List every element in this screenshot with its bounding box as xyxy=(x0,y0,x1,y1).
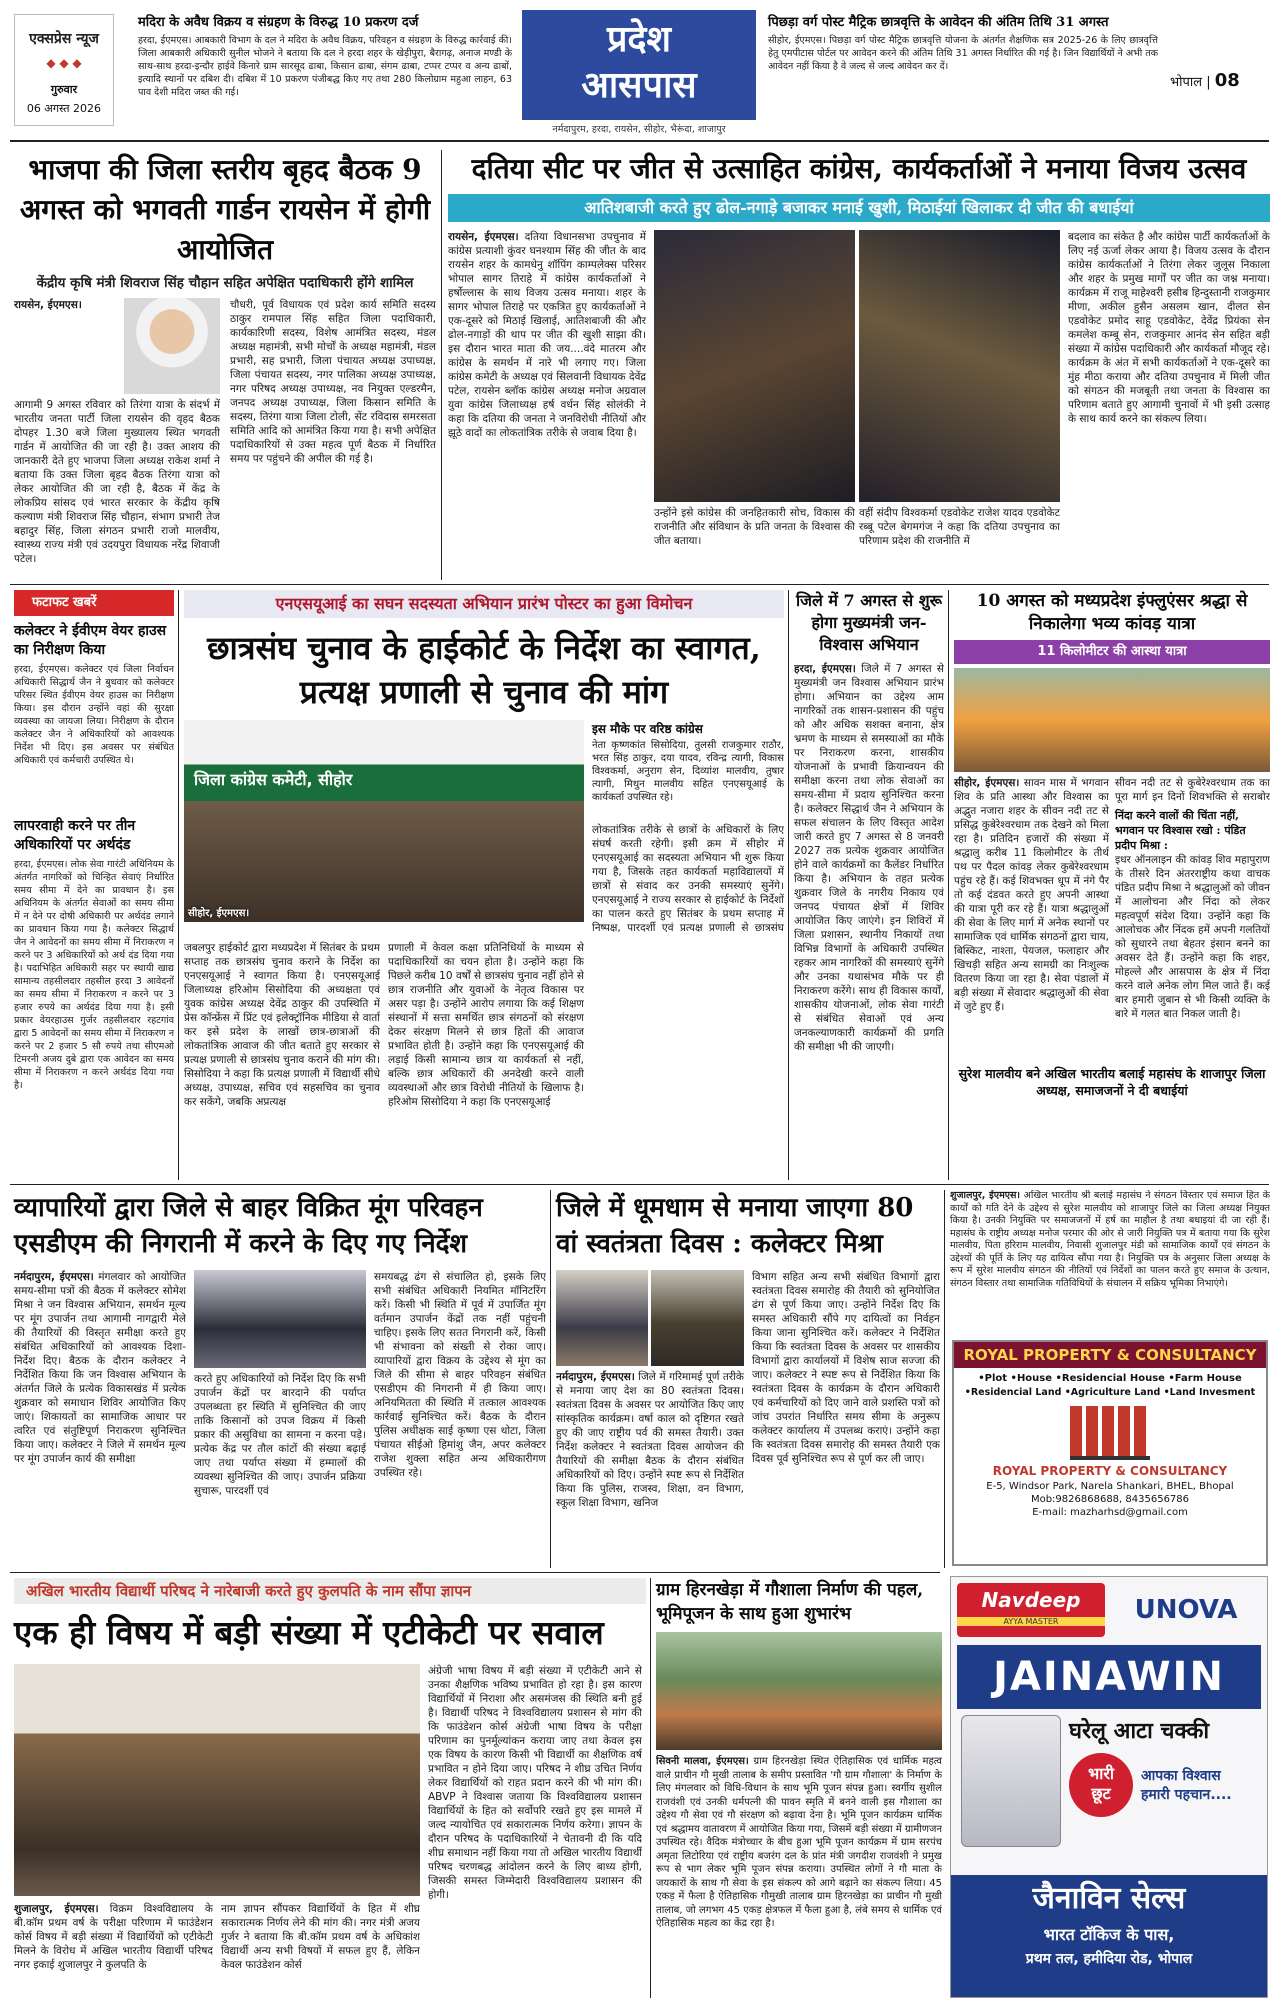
dateline: सिवनी मालवा, ईएमएस। xyxy=(656,1756,749,1767)
photo-caption-1: उन्होंने इसे कांग्रेस की जनहितकारी सोच, विकास की राजनीति और संविधान के प्रति जनता के विश्वास की जीत बताया। xyxy=(654,507,855,547)
dateline: सीहोर, ईएमएस। xyxy=(954,777,1020,789)
headline: व्यापारियों द्वारा जिले से बाहर विक्रित मूंग परिवहन एसडीएम की निगरानी में करने के दिए गए निर्देश xyxy=(14,1193,483,1259)
body-col2: नाम ज्ञापन सौंपकर विद्यार्थियों के हित में शीघ्र सकारात्मक निर्णय लेने की मांग की। नगर मंत्री अजय गुर्जर ने बताया कि बी.कॉम प्रथम वर्ष के अधिकांश विद्यार्थी अन्य सभी विषयों में सफल हुए हैं, लेकिन केवल फाउंडेशन कोर्स xyxy=(221,1903,420,1971)
column-rule xyxy=(550,1190,551,1568)
brand-unova: UNOVA xyxy=(1134,1595,1238,1625)
brand-navdeep-name: Navdeep xyxy=(981,1588,1081,1612)
sub2-title: सुरेश मालवीय बने अखिल भारतीय बलाई महासंघ के शाजापुर जिला अध्यक्ष, समाजजनों ने दी बधाईयां xyxy=(958,1066,1266,1098)
body-col3: समयबद्ध ढंग से संचालित हो, इसके लिए सभी संबंधित अधिकारी नियमित मॉनिटरिंग करें। किसी भी स्थिति में पूर्व में उपार्जित मूंग वर्तमान उपार्जन केंद्रों तक नहीं पहुंचनी चाहिए। इसके लिए सतत निगरानी करें, किसी भी संभावना को संख्ती से रोका जाए। व्यापारियों द्वारा विक्रय के उद्देश्य से मूंग का जिले की सीमा से बाहर परिवहन संबंधित एसडीएम की निगरानी में ही किया जाए। अनियमितता की स्थिति में तत्काल आवश्यक कार्रवाई सुनिश्चित करें। बैठक के दौरान पुलिस अधीक्षक साई कृष्णा एस थोटा, जिला पंचायत सीईओ हिमांशु जैन, अपर कलेक्टर राजेश शुक्ला सहित अन्य अधिकारीगण उपस्थित रहे। xyxy=(374,1271,546,1479)
memorandum-photo xyxy=(14,1664,420,1896)
story-bjp xyxy=(14,150,436,580)
sub2-body xyxy=(950,1190,1270,1324)
kicker: एनएसयूआई का सघन सदस्यता अभियान प्रारंभ पोस्टर का हुआ विमोचन xyxy=(184,590,784,618)
column-rule xyxy=(441,150,442,580)
celebration-photo-2 xyxy=(859,230,1060,502)
page-city: भोपाल xyxy=(1170,75,1203,90)
body-col1 xyxy=(14,1270,186,1566)
column-rule xyxy=(788,590,789,1180)
section-rule xyxy=(10,1572,940,1573)
shop-address-1: भारत टॉकिज के पास, xyxy=(1043,1925,1175,1944)
brief-left-title: मदिरा के अवैध विक्रय व संग्रहण के विरुद्ध 10 प्रकरण दर्ज xyxy=(138,15,419,30)
body-col3: लोकतांत्रिक तरीके से छात्रों के अधिकारों के लिए संघर्ष करती रहेगी। इसी क्रम में सीहोर में एनएसयूआई का सदस्यता अभियान भी शुरू किया गया है, जिसके तहत कार्यकर्ता महाविद्यालयों में छात्रों से संवाद कर उनकी समस्याएं सुनेंगे। एनएसयूआई ने राज्य सरकार से हाईकोर्ट के निर्देशों का पालन करते हुए सितंबर के प्रथम सप्ताह में निष्पक्ष, पारदर्शी एवं प्रत्यक्ष प्रणाली से छात्रसंघ xyxy=(592,824,784,934)
story-datia xyxy=(448,150,1270,580)
body-col2: चौधरी, पूर्व विधायक एवं प्रदेश कार्य समिति सदस्य ठाकुर रामपाल सिंह सहित जिला पदाधिकारी, कार्यकारिणी सदस्य, विशेष आमंत्रित सदस्य, मंडल अध्यक्ष महामंत्री, सभी मोर्चों के अध्यक्ष महामंत्री, मंडल प्रभारी, सह प्रभारी, जिला पंचायत अध्यक्ष उपाध्यक्ष, जिला पंचायत सदस्य, नगर पालिका अध्यक्ष उपाध्यक्ष, नगर परिषद अध्यक्ष उपाध्यक्ष, नव नियुक्त एल्डरमैन, जनपद अध्यक्ष उपाध्यक्ष, जिला किसान समिति के सदस्य, तिरंगा यात्रा जिला टोली, सेंट रविदास समरसता समिति आदि को आमंत्रित किया गया है। सभी अपेक्षित पदाधिकारियों से उक्त महत्व पूर्ण बैठक में निर्धारित समय पर पहुंचने की अपील की गई है। xyxy=(230,299,436,465)
fatafat-title-1: कलेक्टर ने ईवीएम वेयर हाउस का निरीक्षण किया xyxy=(14,623,167,658)
offer-top: भारी xyxy=(1087,1764,1115,1783)
kicker: अखिल भारतीय विद्यार्थी परिषद ने नारेबाजी करते हुए कुलपति के नाम सौंपा ज्ञापन xyxy=(14,1578,646,1604)
dateline: शुजालपुर, ईएमएस। xyxy=(950,1190,1021,1201)
collector-photo xyxy=(194,1270,366,1368)
brief-right-text: सीहोर, ईएमएस। पिछड़ा वर्ग पोस्ट मैट्रिक छात्रवृत्ति योजना के अंतर्गत शैक्षणिक सत्र 2025-26 के लिए छात्रवृत्ति हेतु एमपीटास पोर्टल पर आवेदन करने की अंतिम तिथि 31 अगस्त निर्धारित की गई है। जिन विद्यार्थियों ने अभी तक आवेदन नहीं किया है वे जल्द से जल्द आवेदन कर दें। xyxy=(768,35,1158,72)
body-col2: सीवन नदी तट से कुबेरेश्वरधाम तक का पूरा मार्ग इन दिनों शिवभक्ति से सराबोर xyxy=(1115,777,1270,803)
body-col2: विभाग सहित अन्य सभी संबंधित विभागों द्वारा स्वतंत्रता दिवस समारोह की तैयारी को सुनियोजित ढंग से पूर्ण किया जाए। उन्होंने निर्देश दिए कि समस्त अधिकारी सौंपे गए दायित्वों का निर्वहन किया जाना सुनिश्चित करें। कलेक्टर ने निर्देशित किया कि स्वतंत्रता दिवस के अवसर पर शासकीय विभागों द्वारा कार्यालयों में विशेष साज सज्जा की जाए। कलेक्टर ने स्पष्ट रूप से निर्देशित किया कि स्वतंत्रता दिवस के कार्यक्रम के दौरान अधिकारी एवं कर्मचारियों को दिए जाने वाले प्रशस्ति पत्रों को जांच उपरांत निर्धारित समय सीमा के अनुरूप कलेक्टर कार्यालय में उपलब्ध कराएं। उन्होंने कहा कि स्वतंत्रता दिवस समारोह की समस्त तैयारी एक दिवस पूर्व सुनिश्चित रूप से पूर्ण कर ली जाए। xyxy=(752,1271,940,1465)
body-col3: बदलाव का संकेत है और कांग्रेस पार्टी कार्यकर्ताओं के लिए नई ऊर्जा लेकर आया है। विजय उत्सव के दौरान कांग्रेस कार्यकर्ताओं ने तिरंगा लेकर जुलूस निकाला और शहर के प्रमुख मार्गों पर जीत का जश्न मनाया। कार्यक्रम में राजू माहेश्वरी हसीब हिन्दुस्तानी राजकुमार मीणा, अकील हुसैन असलम खान, दीलत सेन एडवोकेट प्रमोद साहू एडवोकेट, देवेंद्र प्रियंका सेन कमलेश कम्बू सेन, राजकुमार आनंद सेन सहित बड़ी संख्या में कांग्रेस पदाधिकारी और कार्यकर्ता मौजूद रहे। कार्यक्रम के अंत में सभी कार्यकर्ताओं ने एक-दूसरे का मुंह मीठा कराया और दतिया उपचुनाव में मिली जीत को संगठन की मजबूती तथा जनता के विश्वास का परिणाम बताते हुए आगामी चुनावों में भी इसी उत्साह के साथ कार्य करने का संकल्प लिया। xyxy=(1068,231,1270,425)
subhead: केंद्रीय कृषि मंत्री शिवराज सिंह चौहान सहित अपेक्षित पदाधिकारी होंगे शामिल xyxy=(36,275,414,291)
ad-address: E-5, Windsor Park, Narela Shankari, BHEL, Bhopal xyxy=(986,1481,1234,1492)
dateline: नर्मदापुरम, ईएमएस। xyxy=(556,1371,635,1383)
column-rule xyxy=(948,590,949,1180)
body-text: जिले में गरिमामई पूर्ण तरीके से मनाया जाए देश का 80 स्वतंत्रता दिवस। स्वतंत्रता दिवस के अवसर पर आयोजित किए जाए सांस्कृतिक कार्यक्रम। वर्षा काल को दृष्टिगत रखते हुए की जाए राष्ट्रीय पर्व की समस्त तैयारी। उक्त निर्देश कलेक्टर ने स्वतंत्रता दिवस आयोजन की तैयारियों की समीक्षा बैठक के दौरान संबंधित अधिकारियों को दिए। उन्होंने स्पष्ट रूप से निर्देशित किया कि पुलिस, राजस्व, शिक्षा, वन विभाग, स्कूल शिक्षा विभाग, खनिज xyxy=(556,1371,744,1509)
story-cm xyxy=(794,590,944,1180)
photo-banner-text: जिला कांग्रेस कमेटी, सीहोर xyxy=(194,770,353,789)
body-col1 xyxy=(954,776,1109,1058)
headline: भाजपा की जिला स्तरीय बृहद बैठक 9 अगस्त को भगवती गार्डन रायसेन में होगी आयोजित xyxy=(19,153,431,266)
shop-block xyxy=(951,1875,1267,1997)
body-text: सावन मास में भगवान शिव के प्रति आस्था और विश्वास का अद्भुत नजारा शहर के सीवन नदी तट से प्रसिद्ध कुबेरेश्वरधाम तक देखने को मिला रहा है। प्रतिदिन हजारों की संख्या में श्रद्धालु करीब 11 किलोमीटर के तीर्थ पथ पर पैदल कांवड़ लेकर कुबेरेश्वरधाम पहुंच रहे हैं। कई शिवभक्त धूप में नंगे पैर तो कई दंडवत करते हुए अपनी आस्था की यात्रा पूरी कर रहे हैं। यात्रा श्रद्धालुओं की सेवा के लिए मार्ग में अनेक स्थानों पर सामाजिक एवं धार्मिक संगठनों द्वारा चाय, बिस्किट, नाश्ता, पेयजल, फलाहार और खिचड़ी सहित अन्य सामग्री का निःशुल्क वितरण किया जा रहा है। सेवा पंडालों में बड़ी संख्या में सेवादार श्रद्धालुओं की सेवा में जुटे हुए हैं। xyxy=(954,777,1109,1013)
ad-mobile: Mob:9826868688, 8435656786 xyxy=(1030,1494,1190,1505)
product-name: घरेलू आटा चक्की xyxy=(1069,1718,1210,1744)
section-rule xyxy=(10,1184,1269,1185)
box-text: नेता कृष्णकांत सिसोदिया, तुलसी राजकुमार राठौर, भरत सिंह ठाकुर, दया यादव, रविन्द्र त्यागी, विकास विश्वकर्मा, अनुराग सेन, दिव्यांश मालवीय, तुषार त्यागी, मिथुन मालवीय सहित एनएसयूआई के कार्यकर्ता उपस्थित रहे। xyxy=(592,740,784,803)
column-rule xyxy=(178,590,179,1180)
kanwar-yatra-photo xyxy=(954,668,1270,772)
fatafat-title-2: लापरवाही करने पर तीन अधिकारियों पर अर्थदंड xyxy=(14,818,136,853)
offer-bottom: छूट xyxy=(1091,1784,1111,1803)
building-icon xyxy=(1070,1406,1150,1460)
ad-title: ROYAL PROPERTY & CONSULTANCY xyxy=(954,1342,1266,1368)
section-districts: नर्मदापुरम, हरदा, रायसेन, सीहोर, भैरूंदा, शाजापुर xyxy=(552,124,726,135)
body-col1: आगामी 9 अगस्त रविवार को तिरंगा यात्रा के संदर्भ में भारतीय जनता पार्टी जिला रायसेन की वृहद बैठक दोपहर 1.30 बजे जिला मुख्यालय स्थित भगवती गार्डन में आयोजित की जा रही है। उक्त आशय की जानकारी देते हुए भाजपा जिला अध्यक्ष राकेश शर्मा ने बताया कि उक्त जिला बृहद बैठक तिरंगा यात्रा को लेकर आयोजित की जा रही है, बैठक में केंद्र के लोकप्रिय सांसद एवं भारत सरकार के केंद्रीय कृषि कल्याण मंत्री शिवराज सिंह चौहान, संभाग प्रभारी तेज बहादुर सिंह, जिला संगठन प्रभारी राजो मालवीय, स्वास्थ्य राज्य मंत्री एवं उदयपुरा विधायक नरेंद्र शिवाजी पटेल। xyxy=(14,399,220,565)
story-80 xyxy=(556,1190,940,1568)
ad-email: E-mail: mazharhsd@gmail.com xyxy=(1032,1507,1188,1518)
issue-date: 06 अगस्त 2026 xyxy=(26,102,102,115)
brand-name: एक्सप्रेस न्यूज xyxy=(29,31,99,47)
dateline: रायसेन, ईएमएस। xyxy=(448,231,519,243)
box-title: इस मौके पर वरिष्ठ कांग्रेस xyxy=(592,722,703,736)
body-text: विक्रम विश्वविद्यालय के बी.कॉम प्रथम वर्ष के परीक्षा परिणाम में फाउंडेशन कोर्स विषय में बड़ी संख्या में विद्यार्थियों को एटीकेटी मिलने के विरोध में अखिल भारतीय विद्यार्थी परिषद नगर इकाई शुजालपुर ने कुलपति के xyxy=(14,1903,213,1971)
section-title-top: प्रदेश xyxy=(606,18,672,60)
body-col3: इधर ऑनलाइन की कांवड़ शिव महापुराण के तीसरे दिन अंतरराष्ट्रीय कथा वाचक पंडित प्रदीप मिश्रा ने श्रद्धालुओं को जीवन में आलोचना और निंदा को लेकर महत्वपूर्ण संदेश दिया। उन्होंने कहा कि आलोचक और निंदक हमें अपनी गलतियों को सुधारने तथा बेहतर इंसान बनने का अवसर देते हैं। उन्होंने कहा कि शहर, मोहल्ले और आसपास के क्षेत्र में निंदा करने वाले अनेक लोग मिल जाते हैं। कई बार हमारी जुबान से भी किसी व्यक्ति के बारे में गलत बात निकल जाती है। xyxy=(1115,854,1270,1020)
sub-title: निंदा करने वालों की चिंता नहीं, भगवान पर विश्वास रखो : पंडित प्रदीप मिश्रा : xyxy=(1115,809,1246,852)
brand-mark-icon: ◆ ◆ ◆ xyxy=(46,56,82,70)
brand-navdeep xyxy=(957,1583,1105,1637)
issue-day: गुरुवार xyxy=(50,83,78,96)
column-rule xyxy=(650,1578,651,1998)
slogan-1: आपका विश्वास xyxy=(1141,1768,1221,1784)
page-number: 08 xyxy=(1214,70,1240,91)
body-text: जिले में 7 अगस्त से मुख्यमंत्री जन विश्वास अभियान प्रारंभ होगा। अभियान का उद्देश्य आम नागरिकों तक शासन-प्रशासन की पहुंच को और अधिक सशक्त बनाना, क्षेत्र भ्रमण के माध्यम से समस्याओं का मौके पर निराकरण करना, शासकीय योजनाओं के प्रभावी क्रियान्वयन की समीक्षा करना तथा लोक सेवाओं का समय-सीमा में प्रदाय सुनिश्चित करना है। कलेक्टर सिद्धार्थ जैन ने अभियान के सफल संचालन के लिए विस्तृत आदेश जारी करते हुए 7 अगस्त से 8 जनवरी 2027 तक प्रत्येक शुक्रवार आयोजित होने वाले कार्यक्रमों का कैलेंडर निर्धारित किया है। अभियान के तहत प्रत्येक शुक्रवार जिले के नगरीय निकाय एवं जनपद पंचायत क्षेत्रों में शिविर आयोजित किए जाएंगे। इन शिविरों में जिला प्रशासन, स्थानीय निकायों तथा विभिन्न विभागों के अधिकारी उपस्थित रहकर आम नागरिकों की समस्याएं सुनेंगे और उनका यथासंभव मौके पर ही निराकरण करेंगे। साथ ही विकास कार्यों, शासकीय योजनाओं, लोक सेवा गारंटी से संबंधित सेवाओं एवं अन्य जनकल्याणकारी कार्यक्रमों की प्रगति की समीक्षा भी की जाएगी। xyxy=(794,663,944,1053)
story-suresh xyxy=(950,1190,1270,1330)
fatafat-text-2: हरदा, ईएमएस। लोक सेवा गारंटी अधिनियम के अंतर्गत नागरिकों को चिन्हित सेवाएं निर्धारित समय सीमा में देने का प्रावधान है। इस अधिनियम के अंतर्गत सेवाओं का समय सीमा में न देने पर दोषी अधिकारी पर अर्थदंड लगाने का प्रावधान किया गया है। कलेक्टर सिद्धार्थ जैन ने आवेदनों का समय सीमा में निराकरण न करने पर 3 अधिकारियों को अर्थ दंड दिया गया है। पदाभिहित अधिकारी सहर पर स्थायी खाद्य सामान्य तहसीलदार तहसील हरदा 3 आवेदनों का समय सीमा में निराकरण न करने पर 3 हजार रुपये का अर्थदंड दिया गया है। इसी प्रकार वेयरहाउस गुर्जर तहसीलदार रहटगांव द्वारा 5 आवेदनों का समय सीमा में निराकरण न करने पर 2 हजार 5 सौ रुपये तथा सीएमओ टिमरनी अजय दुबे द्वारा एक आवेदन का समय सीमा में निराकरण न करने अर्थदंड दिया गया है। xyxy=(14,859,174,1091)
brand-jainawin: JAINAWIN xyxy=(957,1645,1261,1709)
body-col1 xyxy=(14,1902,213,1984)
ad-brand: ROYAL PROPERTY & CONSULTANCY xyxy=(992,1464,1228,1478)
ad-line-1: •Plot •House •Residencial House •Farm House xyxy=(978,1373,1242,1384)
brand-block xyxy=(14,14,114,126)
masthead xyxy=(0,0,1279,138)
brief-left-text: हरदा, ईएमएस। आबकारी विभाग के दल ने मदिरा के अवैध विक्रय, परिवहन व संग्रहण के विरुद्ध कार्रवाई की। जिला आबकारी अधिकारी सुनील भोजने ने बताया कि दल ने हरदा शहर के खेड़ीपुरा, बैरागढ़, अनाज मण्डी के साथ-साथ हरदा-इन्दौर हाईवे किनारे ग्राम सारसूद ढाबा, किसान ढाबा, संगम ढाबा, टप्पर टप्पर व अन्य ढाबों, इत्यादि स्थानों पर दबिश दी। दबिश में 10 प्रकरण पंजीबद्ध किए गए तथा 280 किलोग्राम महुआ लाहन, 63 पाव देशी मदिरा जब्त की गई। xyxy=(138,35,512,98)
offer-badge xyxy=(1069,1753,1133,1817)
fatafat-label: फटाफट खबरें xyxy=(14,590,174,616)
photo-caption: सीहोर, ईएमएस। xyxy=(188,908,250,919)
dateline: शुजालपुर, ईएमएस। xyxy=(14,1903,99,1915)
dateline: रायसेन, ईएमएस। xyxy=(14,299,82,311)
story-moong xyxy=(14,1190,546,1568)
headline: ग्राम हिरनखेड़ा में गौशाला निर्माण की पहल, भूमिपूजन के साथ हुआ शुभारंभ xyxy=(656,1580,924,1624)
shop-address-2: प्रथम तल, हमीदिया रोड, भोपाल xyxy=(1025,1951,1193,1967)
body-lead xyxy=(14,298,118,394)
dateline: हरदा, ईएमएस। xyxy=(794,663,856,675)
shop-name: जैनाविन सेल्स xyxy=(1032,1881,1186,1916)
story-kanwar xyxy=(954,590,1270,1180)
section-title-bottom: आसपास xyxy=(581,64,697,106)
ad-property[interactable] xyxy=(952,1340,1268,1566)
body-text: अखिल भारतीय श्री बलाई महासंघ ने संगठन विस्तार एवं समाज हित के कार्यों को गति देने के उद्देश्य से सुरेश मालवीय को शाजापुर जिले का जिला अध्यक्ष नियुक्त किया है। उनकी नियुक्ति पर समाजजनों में हर्ष का माहौल है तथा बधाइयां दी जा रही हैं। महासंघ के राष्ट्रीय अध्यक्ष मनोज परमार की ओर से जारी नियुक्ति पत्र में बताया गया कि सुरेश मालवीय, पिता हरिराम मालवीय, निवासी शुजालपुर मंडी को सामाजिक कार्यों एवं संगठन के उद्देश्यों की पूर्ति के लिए यह दायित्व सौंपा गया है। नियुक्ति पत्र के अनुसार जिला अध्यक्ष के रूप में सुरेश मालवीय संगठन की नीतियों एवं निर्देशों का पालन करते हुए समाज के उत्थान, संगठन विस्तार तथा सामाजिक गतिविधियों के संचालन में सक्रिय भूमिका निभाएंगे। xyxy=(950,1190,1270,1289)
slogan-2: हमारी पहचान.... xyxy=(1141,1787,1232,1803)
story-nsui xyxy=(184,590,784,1180)
portrait-photo xyxy=(124,298,220,394)
brief-right-title: पिछड़ा वर्ग पोस्ट मैट्रिक छात्रवृत्ति के आवेदन की अंतिम तिथि 31 अगस्त xyxy=(768,15,1109,30)
fatafat-text-1: हरदा, ईएमएस। कलेक्टर एवं जिला निर्वाचन अधिकारी सिद्धार्थ जैन ने बुधवार को कलेक्टर परिसर स्थित ईवीएम वेयर हाउस का निरीक्षण किया। इस दौरान उन्होंने वहां की सुरक्षा व्यवस्था का जायजा लिया। निरीक्षण के दौरान कलेक्टर जैन ने अधिकारियों को आवश्यक निर्देश भी दिए। इस अवसर पर संबंधित अधिकारी एवं कर्मचारी उपस्थित थे। xyxy=(14,664,174,766)
story-gaushala xyxy=(656,1578,942,1998)
dateline: नर्मदापुरम, ईएमएस। xyxy=(14,1271,94,1283)
meeting-photo-1 xyxy=(556,1270,648,1366)
body-text: दतिया विधानसभा उपचुनाव में कांग्रेस प्रत्याशी कुंवर घनश्याम सिंह की जीत के बाद रायसेन शहर के कामधेनु शॉपिंग काम्पलेक्स परिसर भोपाल सागर तिराहे में कांग्रेस कार्यकर्ताओं ने हर्षोल्लास के साथ विजय उत्सव मनाया। शहर के सागर भोपाल तिराहे पर एकत्रित हुए कार्यकर्ताओं ने एक-दूसरे को मिठाई खिलाई, आतिशबाजी की और ढोल-नगाड़ों की थाप पर जीत की खुशी साझा की। इस दौरान भारत माता की जय....वंदे मातरम और कांग्रेस के समर्थन में नारे भी लगाए गए। जिला कांग्रेस कमेटी के अध्यक्ष एवं सिलवानी विधायक देवेंद्र पटेल, रायसेन ब्लॉक कांग्रेस अध्यक्ष मनोज अग्रवाल युवा कांग्रेस जिलाध्यक्ष हर्ष वर्धन सिंह सोलंकी ने कहा कि दतिया की जनता ने जनविरोधी नीतियों और झूठे वादों का लोकतांत्रिक तरीके से जवाब दिया है। xyxy=(448,231,646,439)
body-col2: करते हुए अधिकारियों को निर्देश दिए कि सभी उपार्जन केंद्रों पर बारदाने की पर्याप्त उपलब्धता हर स्थिति में सुनिश्चित की जाए ताकि किसानों को उपज विक्रय में किसी प्रकार की असुविधा का सामना न करना पड़े। प्रत्येक केंद्र पर तौल कांटों की संख्या बढ़ाई जाए तथा पर्याप्त संख्या में हम्मालों की व्यवस्था सुनिश्चित की जाए। उपार्जन प्रक्रिया सुचारू, पारदर्शी एवं xyxy=(194,1373,366,1497)
body-col1 xyxy=(556,1370,744,1566)
headline: जिले में धूमधाम से मनाया जाएगा 80 वां स्वतंत्रता दिवस : कलेक्टर मिश्रा xyxy=(556,1193,914,1259)
body-text: मंगलवार को आयोजित समय-सीमा पत्रों की बैठक में कलेक्टर सोमेश मिश्रा ने जन विश्वास अभियान, समर्थन मूल्य पर मूंग उपार्जन तथा आगामी नागद्वारी मेले की तैयारियों की विस्तृत समीक्षा करते हुए संबंधित अधिकारियों को आवश्यक दिशा-निर्देश दिए। बैठक के दौरान कलेक्टर ने निर्देशित किया कि जन विश्वास अभियान के अंतर्गत जिले के प्रत्येक विकासखंड में प्रत्येक शुक्रवार को समाधान शिविर आयोजित किए जाएं। शिकायतों का सामाजिक आधार पर त्वरित एवं संतुष्टिपूर्ण निराकरण सुनिश्चित किया जाए। कलेक्टर ने जिले में समर्थन मूल्य पर मूंग उपार्जन कार्य की समीक्षा xyxy=(14,1271,186,1465)
meeting-photo-2 xyxy=(651,1270,744,1366)
ad-line-2: •Residencial Land •Agriculture Land •Land Invesment xyxy=(964,1387,1256,1398)
bhoomipujan-photo xyxy=(656,1632,942,1750)
brand-navdeep-sub: AYYA MASTER xyxy=(957,1617,1105,1626)
body-col1 xyxy=(448,230,646,544)
body-text: ग्राम हिरनखेड़ा स्थित ऐतिहासिक एवं धार्मिक महत्व वाले प्राचीन गौ मुखी तालाब के समीप प्रस्तावित 'गौ ग्राम गौशाला' के निर्माण के लिए मंगलवार को विधि-विधान के साथ भूमि पूजन संपन्न हुआ। स्वर्गीय सुशील राजवंशी एवं उनकी धर्मपत्नी की पावन स्मृति में बनने वाली इस गौशाला का उद्देश्य गौ सेवा एवं गौ संरक्षण को बढ़ावा देना है। भूमि पूजन कार्यक्रम धार्मिक एवं श्रद्धामय वातावरण में आयोजित किया गया, जिसमें बड़ी संख्या में ग्रामीणजन उपस्थित रहे। वैदिक मंत्रोच्चार के बीच हुआ भूमि पूजन कार्यक्रम में ग्राम सरपंच अमृता लिटोरिया एवं राष्ट्रीय बजरंग दल के प्रांत मंत्री जगदीश राजवंशी ने प्रमुख रूप से भाग लेकर भूमि पूजन संपन्न कराया। उपस्थित लोगों ने गौ माता के जयकारों के साथ गौ सेवा के इस संकल्प को आगे बढ़ाने का संकल्प लिया। 45 एकड़ में फैला है ऐतिहासिक गौमुखी तालाब ग्राम हिरनखेड़ा का प्राचीन गौ मुखी तालाब, जो लगभग 45 एकड़ क्षेत्रफल में फैला हुआ है, लंबे समय से धार्मिक एवं ऐतिहासिक महत्व का केंद्र रहा है। xyxy=(656,1756,942,1929)
body xyxy=(794,662,944,1152)
ad-atta-chakki[interactable] xyxy=(950,1576,1268,1998)
body xyxy=(656,1755,942,1995)
body-col2: प्रणाली में केवल कक्षा प्रतिनिधियों के माध्यम से पदाधिकारियों का चयन होता है। उन्होंने कहा कि पिछले करीब 10 वर्षों से छात्रसंघ चुनाव नहीं होने से छात्र राजनीति और युवाओं के नेतृत्व विकास पर असर पड़ा है। उन्होंने आरोप लगाया कि कई शिक्षण संस्थानों में सत्ता समर्थित छात्र संगठनों को संरक्षण देकर संरक्षण मिलने से छात्र हितों की आवाज प्रभावित होती है। उन्होंने कहा कि एनएसयूआई की लड़ाई किसी सामान्य छात्र या कार्यकर्ता से नहीं, बल्कि छात्र अधिकारों की अनदेखी करने वाली व्यवस्थाओं और छात्र विरोधी नीतियों के खिलाफ है। हरिओम सिसोदिया ने कहा कि एनएसयूआई xyxy=(388,942,584,1108)
masthead-rule xyxy=(10,140,1269,142)
headline: छात्रसंघ चुनाव के हाईकोर्ट के निर्देश का स्वागत, प्रत्यक्ष प्रणाली से चुनाव की मांग xyxy=(207,629,761,711)
headline: जिले में 7 अगस्त से शुरू होगा मुख्यमंत्री जन-विश्वास अभियान xyxy=(795,591,943,654)
headline: दतिया सीट पर जीत से उत्साहित कांग्रेस, कार्यकर्ताओं ने मनाया विजय उत्सव xyxy=(471,152,1247,185)
headline: एक ही विषय में बड़ी संख्या में एटीकेटी पर सवाल xyxy=(14,1613,604,1652)
section-rule xyxy=(10,584,1269,585)
fatafat-column xyxy=(14,590,174,1180)
brief-right xyxy=(768,14,1158,134)
press-conference-photo xyxy=(184,720,584,922)
section-title-box xyxy=(522,10,756,120)
photo-caption-2: वहीं संदीप विश्वकर्मा एडवोकेट राजेश यादव एडवोकेट रब्बू पटेल बेगमगंज ने कहा कि दतिया उपचुनाव का परिणाम प्रदेश की राजनीति में xyxy=(859,507,1060,547)
page-sep: | xyxy=(1206,75,1215,90)
banner: आतिशबाजी करते हुए ढोल-नगाड़े बजाकर मनाई खुशी, मिठाईयां खिलाकर दी जीत की बधाईयां xyxy=(448,194,1270,222)
story-abvp xyxy=(14,1578,646,1998)
page-locator xyxy=(1170,70,1270,91)
brief-left xyxy=(138,14,512,134)
body-col3: अंग्रेजी भाषा विषय में बड़ी संख्या में एटीकेटी आने से उनका शैक्षणिक भविष्य प्रभावित हो रहा है। इस कारण विद्यार्थियों में निराशा और असमंजस की स्थिति बनी हुई है। विद्यार्थी परिषद ने विश्वविद्यालय प्रशासन से मांग की कि फाउंडेशन कोर्स अंग्रेजी भाषा विषय के परीक्षा परिणाम का पुनर्मूल्यांकन कराया जाए तथा केवल इस एक विषय के कारण किसी भी विद्यार्थी का शैक्षणिक वर्ष प्रभावित न होने दिया जाए। परिषद ने शीघ्र उचित निर्णय लेकर विद्यार्थियों को राहत प्रदान करने की भी मांग की। ABVP ने विश्वास जताया कि विश्वविद्यालय प्रशासन विद्यार्थियों के हित को सर्वोपरि रखते हुए इस मामले में जल्द न्यायोचित एवं सकारात्मक निर्णय करेगा। ज्ञापन के दौरान परिषद के पदाधिकारियों ने चेतावनी दी कि यदि शीघ्र समाधान नहीं किया गया तो अखिल भारतीय विद्यार्थी परिषद चरणबद्ध आंदोलन करने के लिए बाध्य होगी, जिसकी समस्त जिम्मेदारी विश्वविद्यालय प्रशासन की होगी। xyxy=(428,1665,642,1901)
column-rule xyxy=(944,1190,945,1568)
celebration-photo-1 xyxy=(654,230,855,502)
chakki-machine-icon xyxy=(961,1715,1061,1847)
body-col1: जबलपुर हाईकोर्ट द्वारा मध्यप्रदेश में सितंबर के प्रथम सप्ताह तक छात्रसंघ चुनाव कराने के निर्देश का एनएसयूआई ने स्वागत किया है। एनएसयूआई जिलाध्यक्ष हरिओम सिसोदिया की अध्यक्षता एवं युवक कांग्रेस अध्यक्ष देवेंद्र ठाकुर की उपस्थिति में प्रेस कॉन्फ्रेंस में प्रिंट एवं इलेक्ट्रॉनिक मीडिया से वार्ता कर इसे प्रदेश के लाखों छात्र-छात्राओं की लोकतांत्रिक आवाज की जीत बताते हुए सरकार से प्रत्यक्ष प्रणाली से छात्रसंघ चुनाव कराने की मांग की। सिसोदिया ने कहा कि प्रत्यक्ष प्रणाली में विद्यार्थी सीधे अध्यक्ष, उपाध्यक्ष, सचिव एवं सहसचिव का चुनाव कर सकेंगे, जबकि अप्रत्यक्ष xyxy=(184,942,380,1108)
headline: 10 अगस्त को मध्यप्रदेश इंफ्लुएंसर श्रद्धा से निकालेगा भव्य कांवड़ यात्रा xyxy=(976,591,1248,634)
banner: 11 किलोमीटर की आस्था यात्रा xyxy=(954,640,1270,664)
